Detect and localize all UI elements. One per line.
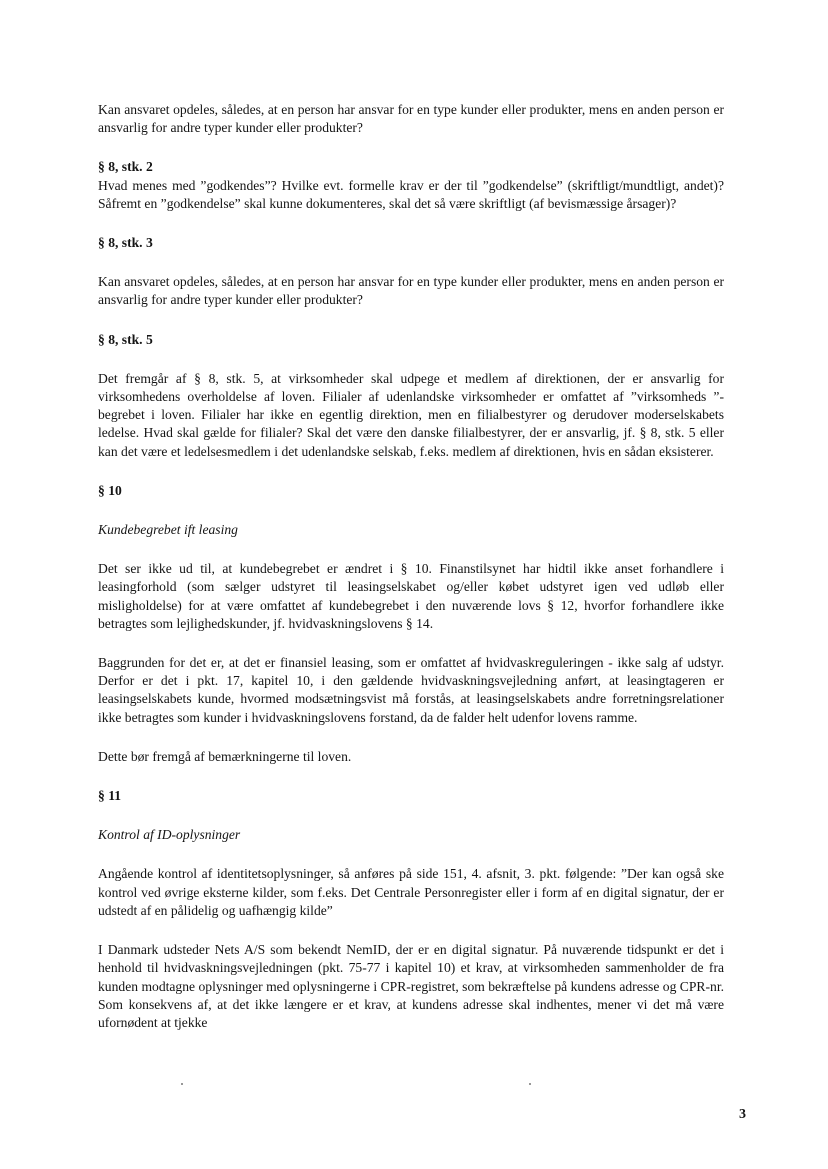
scan-artifact: [181, 1083, 183, 1085]
paragraph: Kan ansvaret opdeles, således, at en person har ansvar for en type kunder eller produkter, mens en anden person er ansvarlig for andre typer kunder eller produkter?: [98, 102, 724, 136]
subsection-heading: Kundebegrebet ift leasing: [98, 522, 238, 538]
subsection-heading: Kontrol af ID-oplysninger: [98, 827, 241, 843]
section-heading: § 8, stk. 3: [98, 235, 153, 251]
page-number: 3: [739, 1107, 746, 1122]
paragraph: Angående kontrol af identitetsoplysninger, så anføres på side 151, 4. afsnit, 3. pkt. følgende: ”Der kan også ske kontrol ved øvrige eksterne kilder, som f.eks. Det Centrale Personregister eller i form af en digital signatur, der er udstedt af en pålidelig og uafhængig kilde”: [98, 866, 724, 918]
paragraph: Dette bør fremgå af bemærkningerne til loven.: [98, 748, 352, 764]
paragraph: I Danmark udsteder Nets A/S som bekendt NemID, der er en digital signatur. På nuværende tidspunkt er det i henhold til hvidvaskningsvejledningen (pkt. 75-77 i kapitel 10) et krav, at virksomheden sammenholder de fra kunden modtagne oplysninger med oplysningerne i CPR-registret, som bekræftelse på kundens adresse og CPR-nr. Som konsekvens af, at det ikke længere er et krav, at kundens adresse skal indhentes, mener vi det må være ufornødent at tjekke: [98, 942, 724, 1030]
paragraph: Det ser ikke ud til, at kundebegrebet er ændret i § 10. Finanstilsynet har hidtil ikke anset forhandlere i leasingforhold (som sælger udstyret til leasingselskabet og/eller købet udstyret igen ved udløb eller misligholdelse) for at være omfattet af kundebegrebet i den nuværende lovs § 12, hvorfor forhandlere ikke betragtes som lejlighedskunder, jf. hvidvaskningslovens § 14.: [98, 561, 724, 631]
section-heading: § 8, stk. 2: [98, 159, 153, 175]
section-heading: § 11: [98, 788, 122, 804]
section-heading: § 10: [98, 482, 122, 498]
document-page: [98, 101, 724, 1032]
section-heading: § 8, stk. 5: [98, 331, 153, 347]
paragraph: Hvad menes med ”godkendes”? Hvilke evt. formelle krav er der til ”godkendelse” (skriftligt/mundtligt, andet)? Såfremt en ”godkendelse” skal kunne dokumenteres, skal det så være skriftligt (af bevismæssige årsager)?: [98, 177, 724, 211]
scan-artifact: [529, 1083, 531, 1085]
paragraph: Baggrunden for det er, at det er finansiel leasing, som er omfattet af hvidvaskreguleringen - ikke salg af udstyr. Derfor er det i pkt. 17, kapitel 10, i den gældende hvidvaskningsvejledning anført, at leasingtageren er leasingselskabets kunde, hvormed modsætningsvist må forstås, at leasingselskabets andre forretningsrelationer ikke betragtes som kunder i hvidvaskningslovens forstand, da de falder helt udenfor lovens ramme.: [98, 655, 724, 725]
paragraph: Kan ansvaret opdeles, således, at en person har ansvar for en type kunder eller produkter, mens en anden person er ansvarlig for andre typer kunder eller produkter?: [98, 274, 724, 308]
paragraph: Det fremgår af § 8, stk. 5, at virksomheder skal udpege et medlem af direktionen, der er ansvarlig for virksomhedens overholdelse af loven. Filialer af udenlandske virksomheder er omfattet af ”virksomheds ”-begrebet i loven. Filialer har ikke en egentlig direktion, men en filialbestyrer og derudover moderselskabets ledelse. Hvad skal gælde for filialer? Skal det være den danske filialbestyrer, der er ansvarlig, jf. § 8, stk. 5 eller kan det være et ledelsesmedlem i det udenlandske selskab, f.eks. medlem af direktionen, hvis en sådan eksisterer.: [98, 370, 724, 459]
